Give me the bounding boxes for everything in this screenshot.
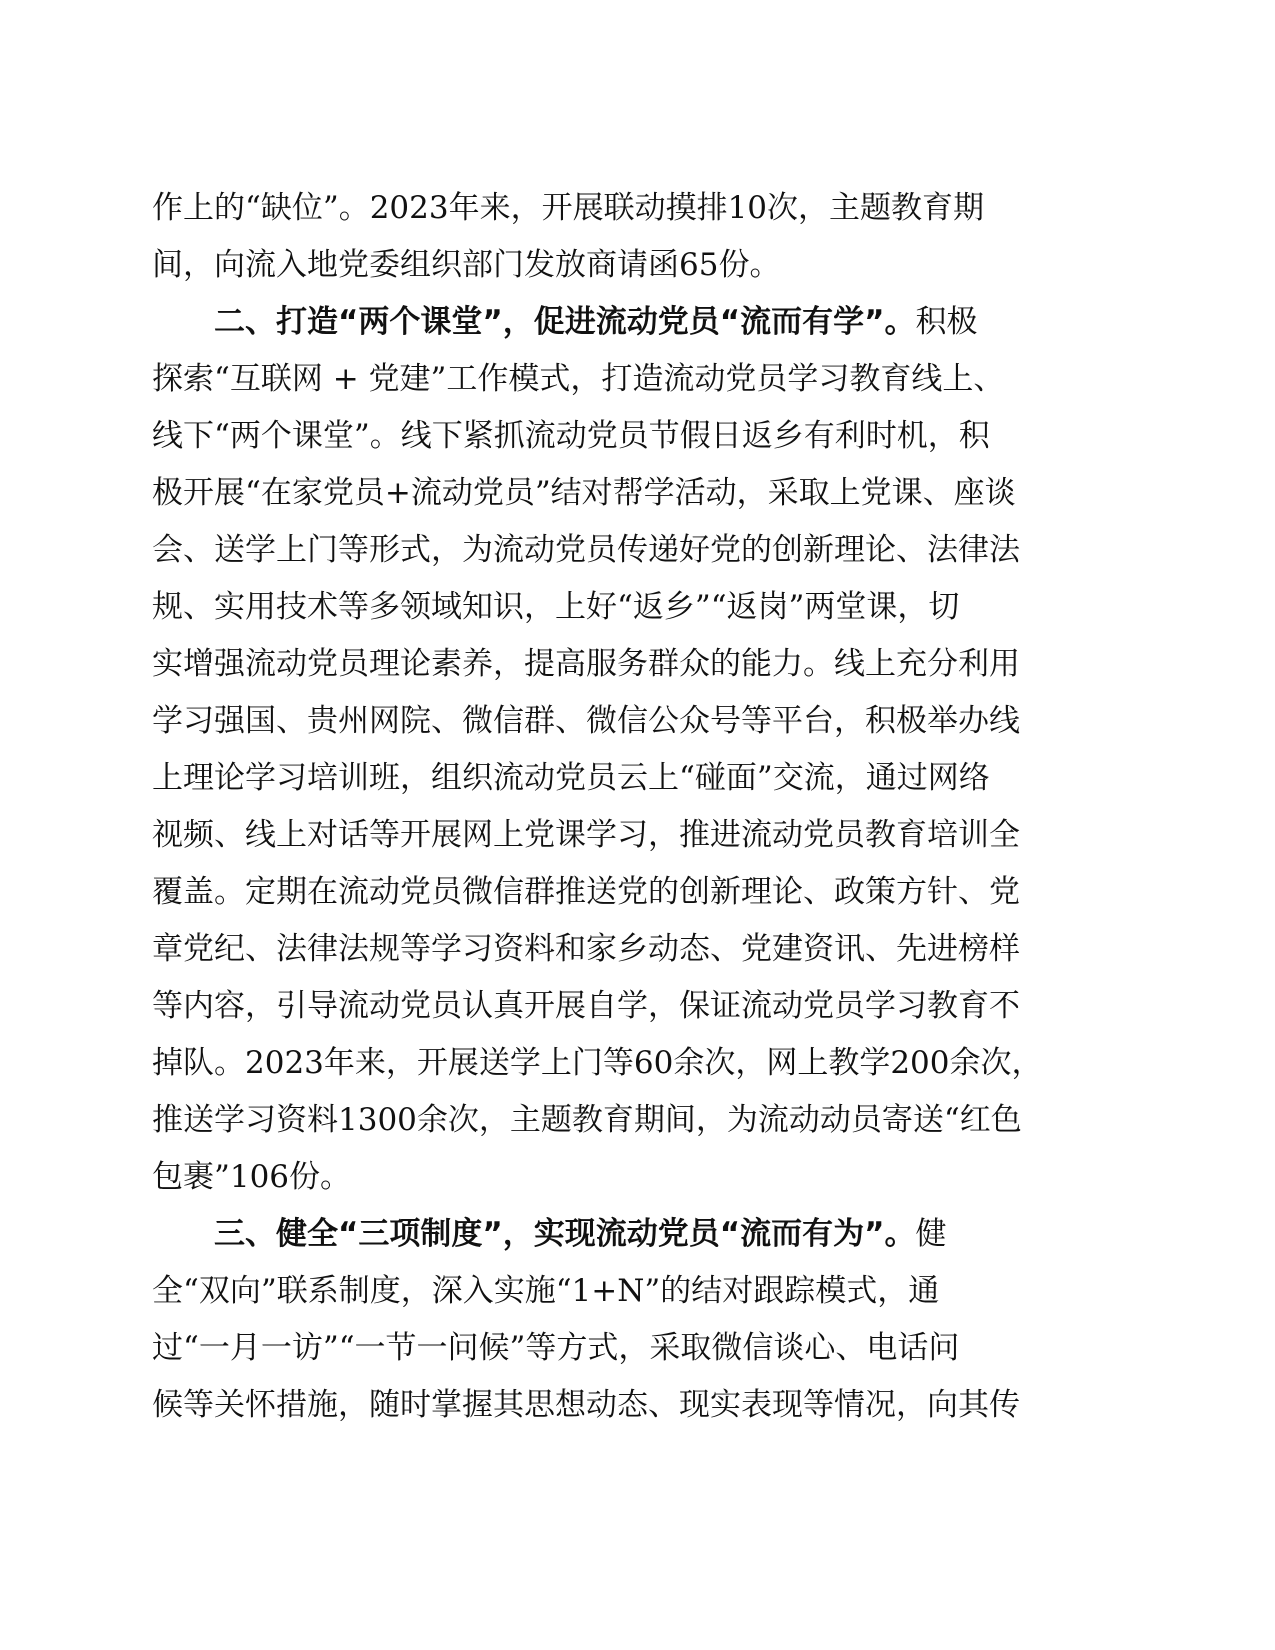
text-line: 视频、线上对话等开展网上党课学习，推进流动党员教育培训全 bbox=[152, 817, 1020, 853]
text-line: 线下“两个课堂”。线下紧抓流动党员节假日返乡有利时机，积 bbox=[152, 418, 990, 454]
text-line: 上理论学习培训班，组织流动党员云上“碰面”交流，通过网络 bbox=[152, 760, 990, 796]
text-line: 包裹”106份。 bbox=[152, 1159, 352, 1195]
text-line: 等内容，引导流动党员认真开展自学，保证流动党员学习教育不 bbox=[152, 988, 1020, 1024]
text-line: 作上的“缺位”。2023年来，开展联动摸排10次，主题教育期 bbox=[152, 190, 985, 226]
document-body bbox=[152, 180, 1092, 1434]
section-heading-2: 二、打造“两个课堂”，促进流动党员“流而有学”。 bbox=[214, 304, 916, 340]
text-line: 间，向流入地党委组织部门发放商请函65份。 bbox=[152, 247, 781, 283]
section-2-first-line bbox=[152, 294, 1092, 351]
text-line: 探索“互联网 + 党建”工作模式，打造流动党员学习教育线上、 bbox=[152, 361, 1005, 397]
text-line: 章党纪、法律法规等学习资料和家乡动态、党建资讯、先进榜样 bbox=[152, 931, 1020, 967]
text-line: 掉队。2023年来，开展送学上门等60余次，网上教学200余次， bbox=[152, 1045, 1043, 1081]
text-line: 规、实用技术等多领域知识，上好“返乡”“返岗”两堂课，切 bbox=[152, 589, 960, 625]
text-line: 推送学习资料1300余次，主题教育期间，为流动动员寄送“红色 bbox=[152, 1102, 1022, 1138]
section-3-first-line bbox=[152, 1206, 1092, 1263]
text-fragment: 健 bbox=[915, 1216, 947, 1252]
text-line: 实增强流动党员理论素养，提高服务群众的能力。线上充分利用 bbox=[152, 646, 1020, 682]
text-line: 极开展“在家党员+流动党员”结对帮学活动，采取上党课、座谈 bbox=[152, 475, 1016, 511]
text-line: 覆盖。定期在流动党员微信群推送党的创新理论、政策方针、党 bbox=[152, 874, 1020, 910]
text-line: 过“一月一访”“一节一问候”等方式，采取微信谈心、电话问 bbox=[152, 1330, 960, 1366]
text-line: 候等关怀措施，随时掌握其思想动态、现实表现等情况，向其传 bbox=[152, 1387, 1020, 1423]
text-line: 学习强国、贵州网院、微信群、微信公众号等平台，积极举办线 bbox=[152, 703, 1020, 739]
section-heading-3: 三、健全“三项制度”，实现流动党员“流而有为”。 bbox=[214, 1216, 916, 1252]
text-line: 会、送学上门等形式，为流动党员传递好党的创新理论、法律法 bbox=[152, 532, 1020, 568]
text-fragment: 积极 bbox=[915, 304, 978, 340]
text-line: 全“双向”联系制度，深入实施“1+N”的结对跟踪模式，通 bbox=[152, 1273, 940, 1309]
